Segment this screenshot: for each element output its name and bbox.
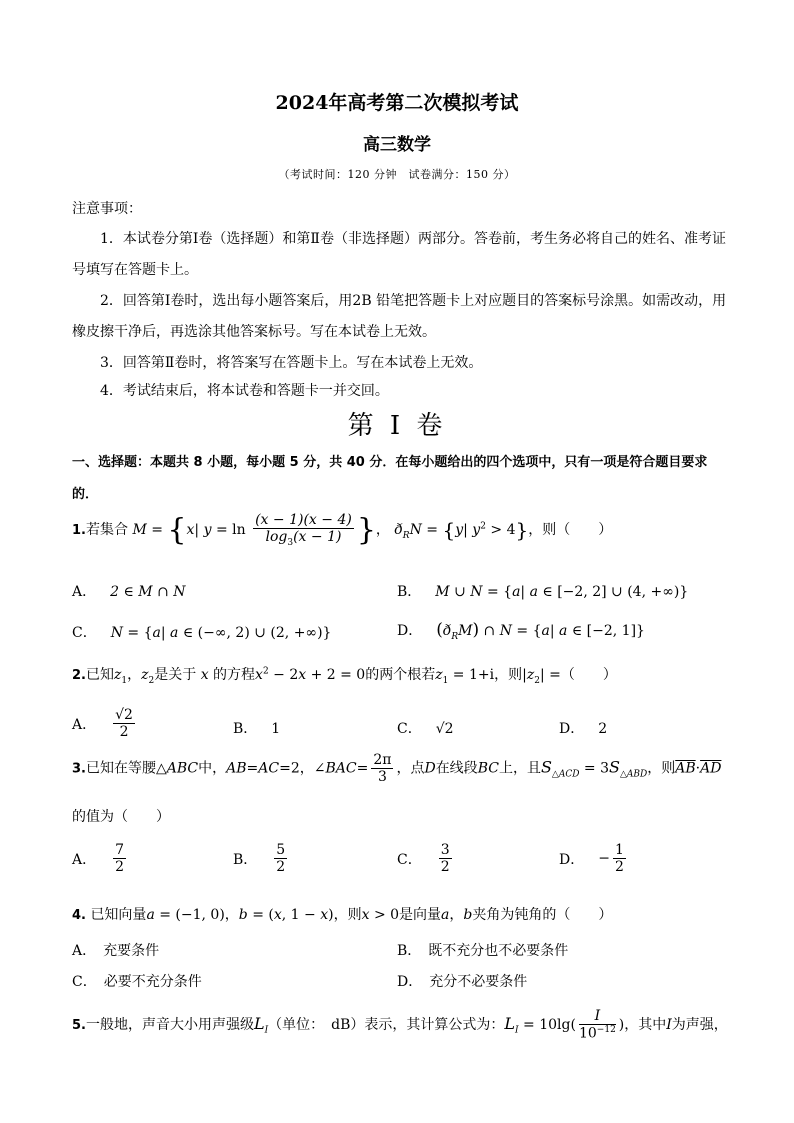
notice-heading: 注意事项： [72,201,142,217]
q3-option-b[interactable]: B． $\frac{5}{2}$ [233,842,286,876]
q2-option-d[interactable]: D． 2 [559,721,608,737]
q1-option-c[interactable]: C． N = {a| a ∈ (−∞, 2) ∪ (2, +∞)} [72,625,332,641]
notice-item-1: 1．本试卷分第Ⅰ卷（选择题）和第Ⅱ卷（非选择题）两部分。答卷前，考生务必将自己的姓名、准考证号填写在答题卡上。 [72,231,726,278]
section-heading: 一、选择题：本题共 8 小题，每小题 5 分，共 40 分．在每小题给出的四个选项中，只有一项是符合题目要求的． [72,455,708,502]
q3-option-c[interactable]: C． $\frac{3}{2}$ [397,842,450,876]
question-number: 2. [72,668,86,683]
question-2-stem: 2.已知$z_1$，$z_2$是关于 x 的方程$x^2 - 2x + 2 = 0$的两个根若$z_1 = 1+i$，则$|z_2|$ =（ ） [72,666,617,686]
q2-option-c[interactable]: C． √2 [397,721,454,737]
notice-item-2: 2．回答第Ⅰ卷时，选出每小题答案后，用2B 铅笔把答题卡上对应题目的答案标号涂黑。如需改动，用橡皮擦干净后，再选涂其他答案标号。写在本试卷上无效。 [72,293,727,340]
q4-option-a[interactable]: A． 充要条件 [72,943,160,959]
notice-item-3: 3．回答第Ⅱ卷时，将答案写在答题卡上。写在本试卷上无效。 [100,355,483,371]
question-3-stem-cont: 的值为（ ） [72,809,170,825]
exam-info: （考试时间：120 分钟 试卷满分：150 分） [278,168,516,181]
q1-option-a[interactable]: A． 2 ∈ M ∩ N [72,584,186,600]
question-number: 5. [72,1017,86,1033]
math-set-m: M [132,522,147,539]
notice-item-4: 4．考试结束后，将本试卷和答题卡一并交回。 [100,383,389,399]
q4-option-c[interactable]: C． 必要不充分条件 [72,974,202,990]
question-number: 4. [72,908,86,923]
question-5-stem: 5.一般地，声音大小用声强级$L_I$（单位： dB）表示，其计算公式为：$L_I = 10\lg$( $\frac{I}{10^{-12}}$ )，其中I为声强， [72,1008,728,1042]
q1-option-b[interactable]: B． M ∪ N = {a| a ∈ [−2, 2] ∪ (4, +∞)} [397,584,689,600]
math-fraction: $\frac{(x - 1)(x - 4)}{\log_3(x - 1)}$ [255,512,352,548]
question-3-stem: 3.已知在等腰△ABC中，AB=AC=2，∠BAC= $\frac{2\pi}{3}$ ，点D在线段BC上，且$S_{\triangle ACD} = 3S_{\triangle ABD}$，则$\overline{AB}\cdot\overline{AD}$ [72,752,722,786]
q1-option-d[interactable]: D． $(ð_RM)$ ∩ N = {a| a ∈ [−2, 1]} [397,620,645,642]
q4-option-d[interactable]: D． 充分不必要条件 [397,974,528,990]
question-number: 1. [72,523,86,539]
question-4-stem: 4. 已知向量a = (−1, 0)，b = (x, 1 − x)，则x > 0是向量a，b夹角为钝角的（ ） [72,907,613,923]
q3-option-d[interactable]: D． − $\frac{1}{2}$ [559,842,624,876]
question-1-stem: 1.若集合 M = {x| y = ln $\frac{(x - 1)(x - 4)}{\log_3(x - 1)}$ }， $ð_RN = \{y|$ $y^2 > 4$}，则（ ） [72,512,613,548]
exam-title: 2024年高考第二次模拟考试 [275,92,519,114]
question-number: 3. [72,761,86,777]
volume-title: 第 I 卷 [347,411,447,441]
q3-option-a[interactable]: A． $\frac{7}{2}$ [72,842,125,876]
q4-option-b[interactable]: B． 既不充分也不必要条件 [397,943,569,959]
q2-option-b[interactable]: B． 1 [233,721,281,737]
q2-option-a[interactable]: A． $\frac{√2}{2}$ [72,707,133,741]
subject-title: 高三数学 [363,135,431,155]
